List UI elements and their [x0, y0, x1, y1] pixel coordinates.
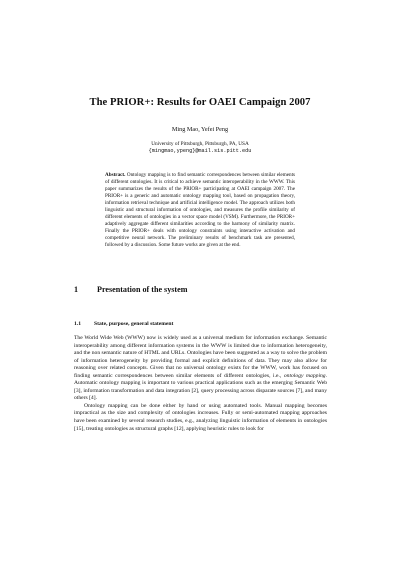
abstract [105, 172, 295, 250]
subsection-number: 1.1 [74, 321, 81, 327]
section-heading [74, 285, 187, 294]
author-emails: {mingmao,ypeng}@mail.sis.pitt.edu [148, 148, 252, 154]
affiliation: University of Pittsburgh, Pittsburgh, PA, USA [151, 141, 249, 147]
abstract-label: Abstract. [105, 172, 126, 178]
subsection-heading [74, 321, 173, 327]
paragraph-1-emphasis: ontology mapping [283, 372, 326, 379]
paper-title: The PRIOR+: Results for OAEI Campaign 2007 [89, 97, 311, 108]
paragraph-1-text-a: The World Wide Web (WWW) now is widely used as a universal medium for information exchange. Semantic interoperability among different information systems in the WWW is limited due to information heterogeneity, and the non semantic nature of HTML and URLs. Ontologies have been suggested as a way to solve the problem of information heterogeneity by providing formal and explicit definitions of data. They may also allow for reasoning over related concepts. Given that no universal ontology exists for the WWW, work has focused on finding semantic correspondences between similar elements of different ontologies, i.e., [74, 335, 327, 379]
section-number: 1 [74, 285, 79, 294]
section-title: Presentation of the system [97, 285, 188, 294]
abstract-text: Ontology mapping is to find semantic correspondences between similar elements of different ontologies. It is critical to achieve semantic interoperability in the WWW. This paper summarizes the results of the PRIOR+ participating at OAEI campaign 2007. The PRIOR+ is a generic and automatic ontology mapping tool, based on propagation theory, information retrieval technique and artificial intelligence model. The approach utilizes both linguistic and structural information of ontologies, and measures the profile similarity of different elements of ontologies in a vector space model (VSM). Furthermore, the PRIOR+ adaptively aggregate different similarities according to the harmony of similarity matrix. Finally the PRIOR+ deals with ontology constraints using interactive activation and competitive neural network. The preliminary results of benchmark task are presented, followed by a discussion. Some future works are given at the end. [105, 172, 295, 249]
paragraph-1 [74, 335, 327, 403]
subsection-title: State, purpose, general statement [94, 321, 174, 327]
paragraph-1-text-b: . Automatic ontology mapping is important to various practical applications such as the emerging Semantic Web [3], information transformation and data integration [2], query processing across disparate sources [7], and many others [4]. [74, 372, 327, 402]
body-text [74, 335, 327, 433]
paragraph-2: Ontology mapping can be done either by hand or using automated tools. Manual mapping becomes impractical as the size and complexity of ontologies increases. Fully or semi-automated mapping approaches have been examined by several research studies, e.g., analyzing linguistic information of elements in ontologies [15], treating ontologies as structural graphs [12], applying heuristic rules to look for [74, 402, 327, 432]
paper-authors: Ming Mao, Yefei Peng [171, 126, 229, 133]
author-affiliation-block [60, 141, 340, 155]
